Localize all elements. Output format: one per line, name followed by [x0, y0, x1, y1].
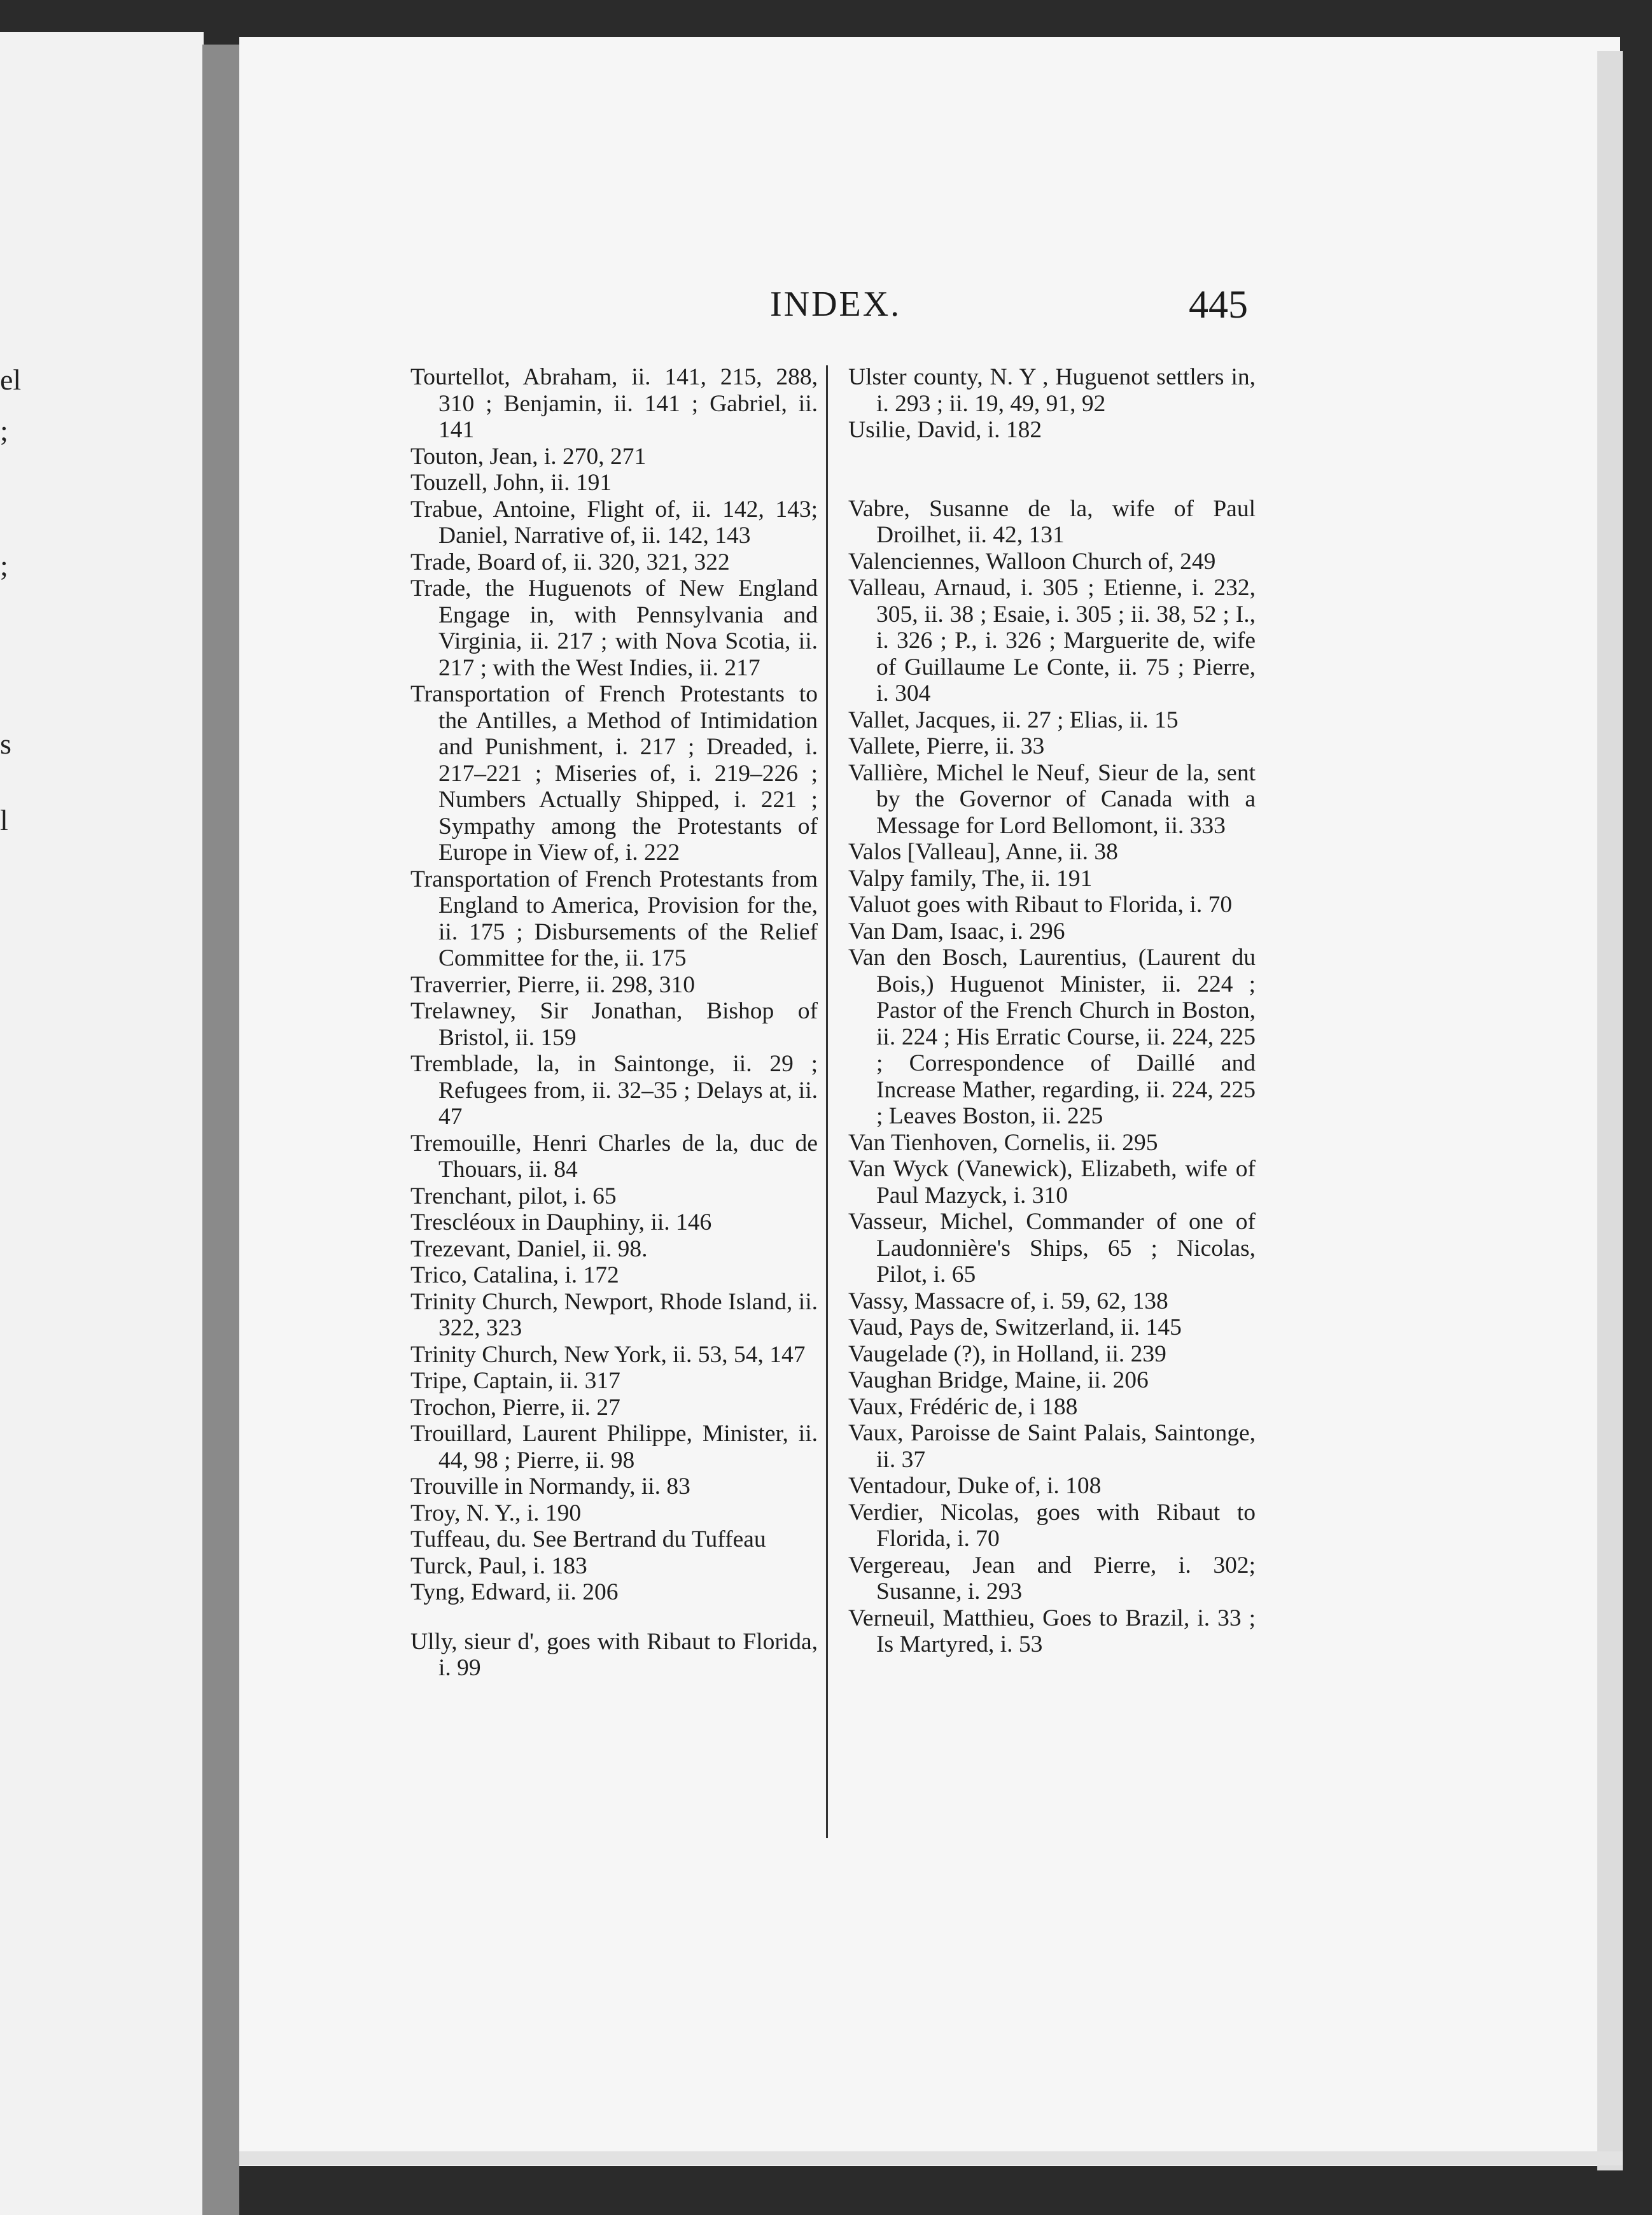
index-entry: Traverrier, Pierre, ii. 298, 310 [410, 971, 696, 998]
index-entry: Van den Bosch, Laurentius, (Laurent du Bois,) Huguenot Minister, ii. 224 ; Pastor of the French Church in Boston, ii. 224 ; His Erratic Course, ii. 224, 225 ; Correspondence of Daillé and Increase Mather, regarding, ii. 224, 225 ; Leaves Boston, ii. 225 [848, 945, 1256, 1129]
index-entry: Vergereau, Jean and Pierre, i. 302; Susanne, i. 293 [848, 1552, 1256, 1605]
index-entry: Vasseur, Michel, Commander of one of Laudonnière's Ships, 65 ; Nicolas, Pilot, i. 65 [848, 1209, 1256, 1288]
index-entry: Ully, sieur d', goes with Ribaut to Florida, i. 99 [410, 1628, 818, 1681]
index-entry: Ventadour, Duke of, i. 108 [848, 1473, 1102, 1499]
left-page-edge [0, 32, 204, 2215]
index-entry: Vaux, Frédéric de, i 188 [848, 1393, 1078, 1420]
index-entry: Tripe, Captain, ii. 317 [410, 1368, 620, 1394]
index-entry: Vaud, Pays de, Switzerland, ii. 145 [848, 1314, 1182, 1340]
index-entry: Vabre, Susanne de la, wife of Paul Droilhet, ii. 42, 131 [848, 495, 1256, 548]
left-page-fragment: l [0, 804, 8, 836]
left-page-fragment: ; [0, 549, 8, 582]
index-entry: Tyng, Edward, ii. 206 [410, 1579, 619, 1605]
index-entry: Trade, the Huguenots of New England Engage in, with Pennsylvania and Virginia, ii. 217 ; with Nova Scotia, ii. 217 ; with the West Indies, ii. 217 [410, 575, 818, 681]
index-entry: Trelawney, Sir Jonathan, Bishop of Bristol, ii. 159 [410, 998, 818, 1051]
page-edge-bottom [239, 2151, 1623, 2165]
index-entry: Valenciennes, Walloon Church of, 249 [848, 548, 1216, 575]
index-column-left [410, 364, 818, 1682]
index-entry: Valos [Valleau], Anne, ii. 38 [848, 839, 1118, 865]
index-entry: Verdier, Nicolas, goes with Ribaut to Florida, i. 70 [848, 1499, 1256, 1552]
index-entry: Touton, Jean, i. 270, 271 [410, 443, 647, 470]
index-entry: Vaughan Bridge, Maine, ii. 206 [848, 1367, 1149, 1393]
index-entry: Trenchant, pilot, i. 65 [410, 1183, 617, 1209]
index-entry: Trinity Church, New York, ii. 53, 54, 147 [410, 1341, 806, 1368]
page-number: 445 [1189, 283, 1248, 327]
index-entry: Usilie, David, i. 182 [848, 417, 1042, 443]
index-entry: Tuffeau, du. See Bertrand du Tuffeau [410, 1526, 766, 1552]
index-entry: Trochon, Pierre, ii. 27 [410, 1394, 620, 1421]
index-entry: Transportation of French Protestants from England to America, Provision for the, ii. 175 ; Disbursements of the Relief Committee for the, ii. 175 [410, 866, 818, 971]
left-page-fragment: s [0, 728, 11, 760]
left-page-fragment: el [0, 363, 22, 396]
index-entry: Troy, N. Y., i. 190 [410, 1500, 582, 1526]
page-edge-right [1597, 51, 1623, 2170]
index-entry: Touzell, John, ii. 191 [410, 470, 612, 496]
index-entry: Tremouille, Henri Charles de la, duc de Thouars, ii. 84 [410, 1130, 818, 1183]
index-entry: Vassy, Massacre of, i. 59, 62, 138 [848, 1288, 1168, 1314]
index-entry: Trinity Church, Newport, Rhode Island, ii. 322, 323 [410, 1288, 818, 1341]
index-entry: Tremblade, la, in Saintonge, ii. 29 ; Refugees from, ii. 32–35 ; Delays at, ii. 47 [410, 1051, 818, 1130]
index-entry: Van Wyck (Vanewick), Elizabeth, wife of Paul Mazyck, i. 310 [848, 1156, 1256, 1209]
section-gap [410, 1606, 818, 1629]
index-entry: Trade, Board of, ii. 320, 321, 322 [410, 549, 730, 575]
index-entry: Trouville in Normandy, ii. 83 [410, 1473, 690, 1500]
index-entry: Valpy family, The, ii. 191 [848, 865, 1093, 892]
index-entry: Trezevant, Daniel, ii. 98. [410, 1235, 648, 1262]
index-entry: Trabue, Antoine, Flight of, ii. 142, 143; Daniel, Narrative of, ii. 142, 143 [410, 496, 818, 549]
index-entry: Vaux, Paroisse de Saint Palais, Saintonge, ii. 37 [848, 1420, 1256, 1473]
index-entry: Valuot goes with Ribaut to Florida, i. 70 [848, 892, 1233, 918]
index-entry: Van Tienhoven, Cornelis, ii. 295 [848, 1129, 1158, 1156]
index-entry: Valleau, Arnaud, i. 305 ; Etienne, i. 232, 305, ii. 38 ; Esaie, i. 305 ; ii. 38, 52 ; I., i. 326 ; P., i. 326 ; Marguerite de, wife of Guillaume Le Conte, ii. 75 ; Pierre, i. 304 [848, 575, 1256, 707]
index-entry: Vallete, Pierre, ii. 33 [848, 733, 1045, 759]
book-spine [202, 45, 239, 2215]
index-entry: Trescléoux in Dauphiny, ii. 146 [410, 1209, 712, 1235]
index-entry: Van Dam, Isaac, i. 296 [848, 918, 1065, 945]
left-page-fragment: ; [0, 414, 8, 447]
column-divider [826, 365, 828, 1838]
index-entry: Trico, Catalina, i. 172 [410, 1262, 619, 1288]
index-entry: Verneuil, Matthieu, Goes to Brazil, i. 33 ; Is Martyred, i. 53 [848, 1605, 1256, 1657]
running-header-title: INDEX. [770, 285, 902, 324]
index-entry: Turck, Paul, i. 183 [410, 1552, 587, 1579]
index-entry: Vaugelade (?), in Holland, ii. 239 [848, 1340, 1166, 1367]
index-entry: Tourtellot, Abraham, ii. 141, 215, 288, 310 ; Benjamin, ii. 141 ; Gabriel, ii. 141 [410, 364, 818, 443]
index-entry: Transportation of French Protestants to the Antilles, a Method of Intimidation and Punishment, i. 217 ; Dreaded, i. 217–221 ; Miseries of, i. 219–226 ; Numbers Actually Shipped, i. 221 ; Sympathy among the Protestants of Europe in View of, i. 222 [410, 681, 818, 866]
section-gap [848, 444, 1256, 496]
index-entry: Ulster county, N. Y , Huguenot settlers in, i. 293 ; ii. 19, 49, 91, 92 [848, 364, 1256, 417]
index-column-right [848, 364, 1256, 1658]
index-entry: Vallet, Jacques, ii. 27 ; Elias, ii. 15 [848, 707, 1179, 733]
index-entry: Trouillard, Laurent Philippe, Minister, ii. 44, 98 ; Pierre, ii. 98 [410, 1421, 818, 1473]
index-entry: Vallière, Michel le Neuf, Sieur de la, sent by the Governor of Canada with a Message for Lord Bellomont, ii. 333 [848, 759, 1256, 839]
